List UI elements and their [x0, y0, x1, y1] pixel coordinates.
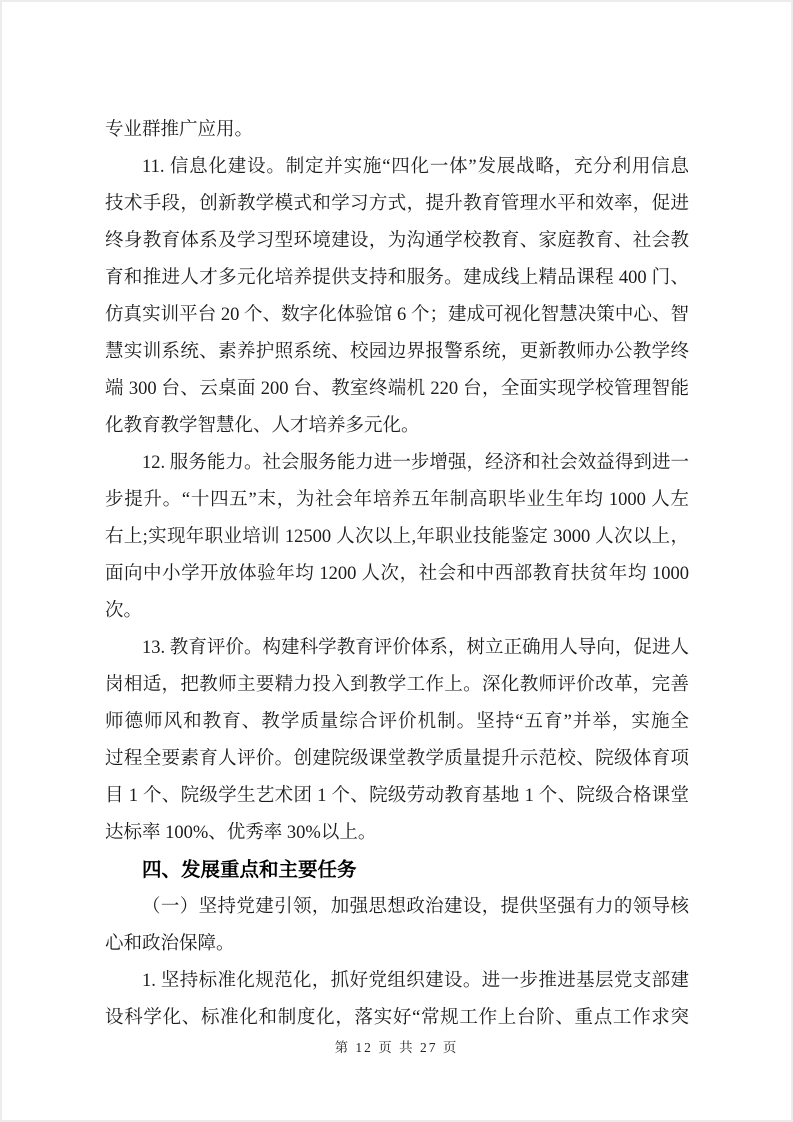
text-line: 化教育教学智慧化、人才培养多元化。 [105, 416, 420, 436]
text-line: 岗相适，把教师主要精力投入到教学工作上。深化教师评价改革，完善 [105, 675, 689, 695]
page-footer [2, 1038, 791, 1058]
text-line: 面向中小学开放体验年均 1200 人次，社会和中西部教育扶贫年均 1000 [105, 564, 689, 584]
text-line: 心和政治保障。 [105, 934, 235, 954]
text-line: 目 1 个、院级学生艺术团 1 个、院级劳动教育基地 1 个、院级合格课堂 [105, 786, 689, 806]
text-line: 步提升。“十四五”末，为社会年培养五年制高职毕业生年均 1000 人左 [105, 490, 689, 510]
text-line: 设科学化、标准化和制度化，落实好“常规工作上台阶、重点工作求突 [105, 1008, 689, 1028]
text-line: 端 300 台、云桌面 200 台、教室终端机 220 台，全面实现学校管理智能 [105, 379, 689, 399]
text-line: 仿真实训平台 20 个、数字化体验馆 6 个；建成可视化智慧决策中心、智 [105, 305, 689, 325]
text-line: 次。 [105, 601, 143, 621]
text-line: 师德师风和教育、教学质量综合评价机制。坚持“五育”并举，实施全 [105, 712, 689, 732]
text-line: 12. 服务能力。社会服务能力进一步增强，经济和社会效益得到进一 [142, 453, 689, 473]
text-line: 过程全要素育人评价。创建院级课堂教学质量提升示范校、院级体育项 [105, 749, 689, 769]
text-line: 11. 信息化建设。制定并实施“四化一体”发展战略，充分利用信息 [142, 157, 689, 177]
text-line: 1. 坚持标准化规范化，抓好党组织建设。进一步推进基层党支部建 [142, 971, 689, 991]
text-line: 右上;实现年职业培训 12500 人次以上,年职业技能鉴定 3000 人次以上， [105, 527, 689, 547]
text-line: 慧实训系统、素养护照系统、校园边界报警系统，更新教师办公教学终 [105, 342, 689, 362]
text-line: 育和推进人才多元化培养提供支持和服务。建成线上精品课程 400 门、 [105, 268, 689, 288]
text-line: 13. 教育评价。构建科学教育评价体系，树立正确用人导向，促进人 [142, 638, 689, 658]
page-number-text: 第 12 页 共 27 页 [334, 1040, 459, 1055]
document-body [105, 112, 689, 1037]
text-line: （一）坚持党建引领，加强思想政治建设，提供坚强有力的领导核 [142, 897, 689, 917]
text-line: 技术手段，创新教学模式和学习方式，提升教育管理水平和效率，促进 [105, 194, 689, 214]
text-line: 达标率 100%、优秀率 30%以上。 [105, 823, 377, 843]
text-line: 终身教育体系及学习型环境建设，为沟通学校教育、家庭教育、社会教 [105, 231, 689, 251]
text-line: 专业群推广应用。 [105, 120, 254, 140]
section-heading: 四、发展重点和主要任务 [142, 859, 357, 881]
